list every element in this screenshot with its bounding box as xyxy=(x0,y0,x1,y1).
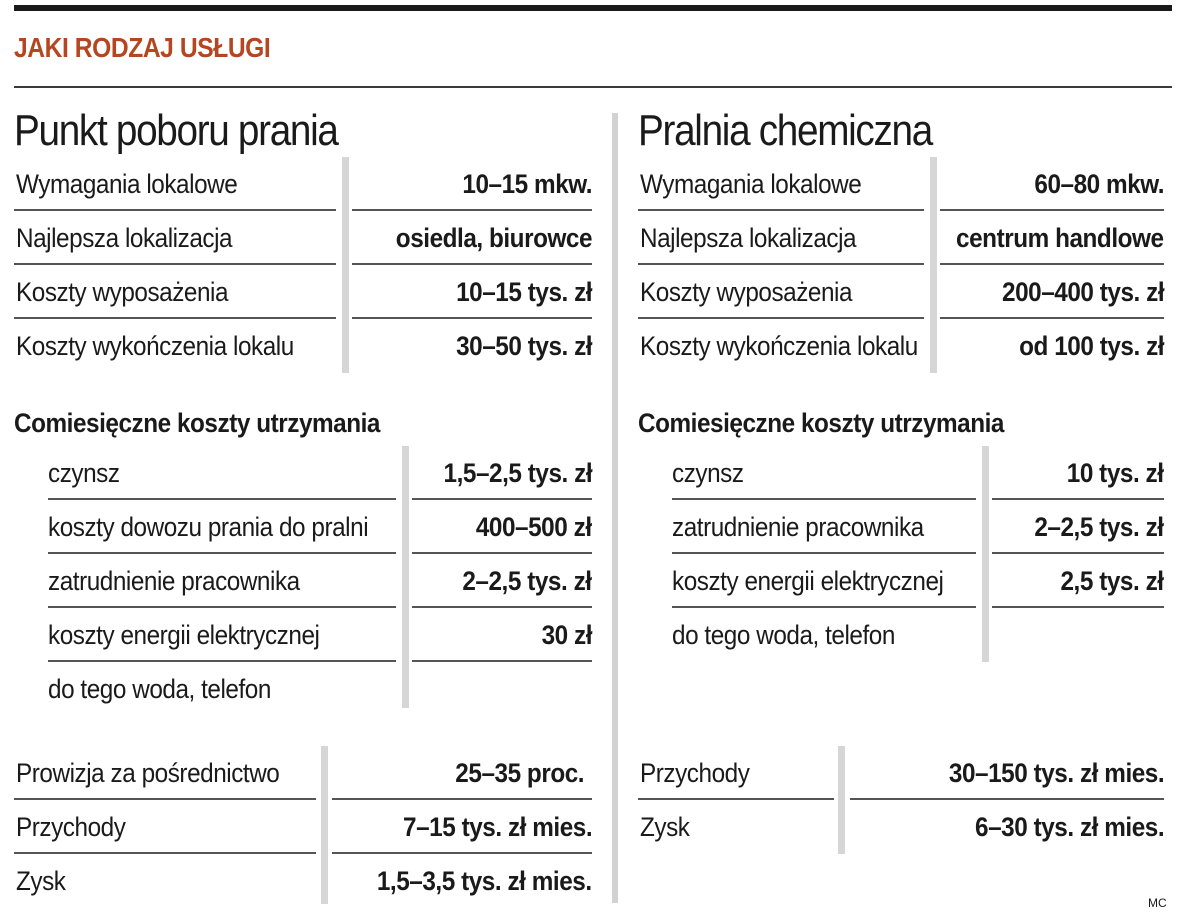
section-heading: Comiesięczne koszty utrzymania xyxy=(638,408,1004,438)
table-row: koszty energii elektrycznej 30 zł xyxy=(48,608,592,662)
table-row: czynsz 10 tys. zł xyxy=(672,446,1164,500)
column-punkt-poboru xyxy=(14,0,594,918)
table-row: do tego woda, telefon xyxy=(672,620,895,650)
table-row: do tego woda, telefon xyxy=(48,674,271,704)
table-row: Zysk 1,5–3,5 tys. zł mies. xyxy=(16,866,592,896)
section-heading: Comiesięczne koszty utrzymania xyxy=(14,408,380,438)
column-title: Pralnia chemiczna xyxy=(638,106,932,155)
table-row: Koszty wyposażenia 200–400 tys. zł xyxy=(638,265,1164,319)
column-title: Punkt poboru prania xyxy=(14,106,338,155)
column-divider xyxy=(612,113,618,903)
table-row: Koszty wykończenia lokalu od 100 tys. zł xyxy=(640,331,1164,361)
table-row: Najlepsza lokalizacja osiedla, biurowce xyxy=(14,211,592,265)
author-credit: MC xyxy=(1148,896,1167,910)
table-row: Wymagania lokalowe 10–15 mkw. xyxy=(14,157,592,211)
table-row: Przychody 30–150 tys. zł mies. xyxy=(638,746,1164,800)
table-row: Zysk 6–30 tys. zł mies. xyxy=(640,812,1164,842)
headline: JAKI RODZAJ USŁUGI xyxy=(14,32,271,63)
table-row: Prowizja za pośrednictwo 25–35 proc. xyxy=(14,746,592,800)
table-row: koszty dowozu prania do pralni 400–500 zł xyxy=(48,500,592,554)
table-row: Koszty wykończenia lokalu 30–50 tys. zł xyxy=(16,331,592,361)
column-pralnia-chemiczna xyxy=(638,0,1168,918)
table-row: Koszty wyposażenia 10–15 tys. zł xyxy=(14,265,592,319)
table-row: zatrudnienie pracownika 2–2,5 tys. zł xyxy=(672,500,1164,554)
table-row: Przychody 7–15 tys. zł mies. xyxy=(14,800,592,854)
table-row: koszty energii elektrycznej 2,5 tys. zł xyxy=(672,554,1164,608)
table-row: Najlepsza lokalizacja centrum handlowe xyxy=(638,211,1164,265)
table-row: zatrudnienie pracownika 2–2,5 tys. zł xyxy=(48,554,592,608)
table-row: czynsz 1,5–2,5 tys. zł xyxy=(48,446,592,500)
table-row: Wymagania lokalowe 60–80 mkw. xyxy=(638,157,1164,211)
